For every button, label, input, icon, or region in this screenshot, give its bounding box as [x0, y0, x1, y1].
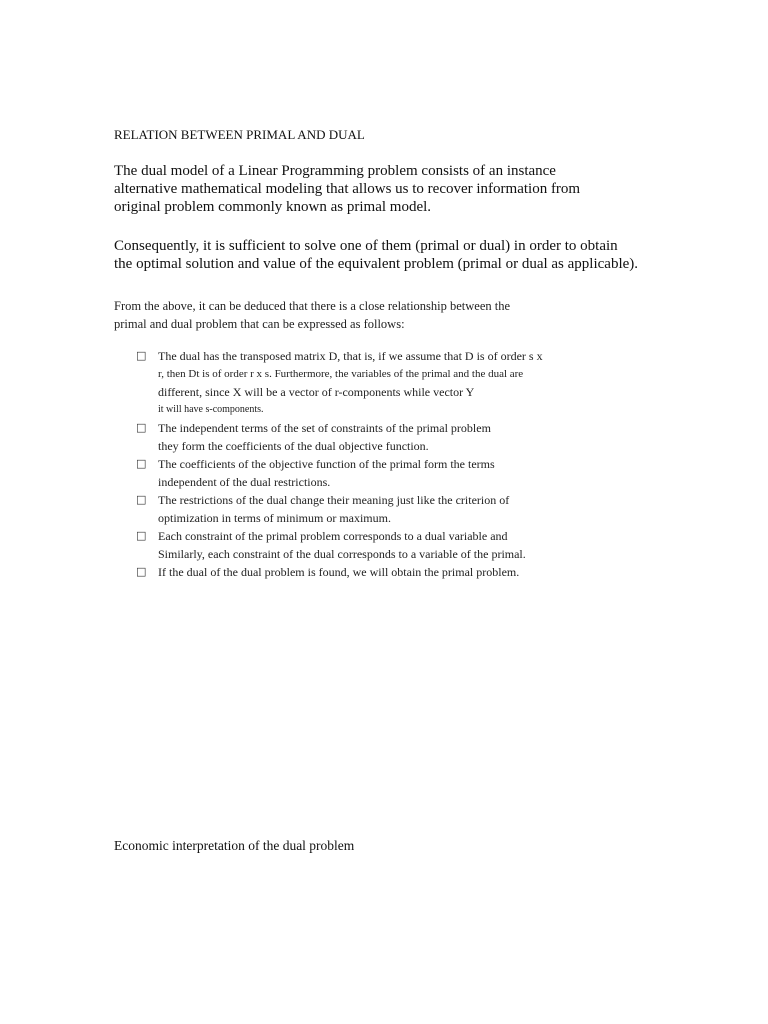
bullet-icon: □ — [136, 349, 147, 362]
section-heading-economic: Economic interpretation of the dual problem — [114, 838, 355, 853]
paragraph-line: primal and dual problem that can be expressed as follows: — [114, 317, 405, 331]
list-item-line: optimization in terms of minimum or maximum. — [158, 511, 391, 525]
list-item-line: The coefficients of the objective function of the primal form the terms — [158, 457, 495, 471]
list-item-line: The independent terms of the set of constraints of the primal problem — [158, 421, 491, 435]
bullet-icon: □ — [136, 457, 147, 470]
section-title: RELATION BETWEEN PRIMAL AND DUAL — [114, 127, 365, 142]
list-item — [136, 455, 696, 491]
list-item-line: If the dual of the dual problem is found, we will obtain the primal problem. — [158, 565, 520, 579]
paragraph-line: Consequently, it is sufficient to solve one of them (primal or dual) in order to obtain — [114, 238, 618, 254]
list-item — [136, 419, 696, 455]
paragraph-line: The dual model of a Linear Programming problem consists of an instance — [114, 163, 556, 179]
list-item-line: The dual has the transposed matrix D, that is, if we assume that D is of order s x — [158, 349, 543, 363]
bullet-icon: □ — [136, 565, 147, 578]
list-item-line: r, then Dt is of order r x s. Furthermore, the variables of the primal and the dual are — [158, 368, 524, 380]
list-item-line: independent of the dual restrictions. — [158, 475, 331, 489]
list-item-line: they form the coefficients of the dual objective function. — [158, 439, 429, 453]
bullet-icon: □ — [136, 421, 147, 434]
list-item — [136, 347, 696, 419]
paragraph-line: the optimal solution and value of the equivalent problem (primal or dual as applicable). — [114, 256, 639, 272]
paragraph-line: alternative mathematical modeling that allows us to recover information from — [114, 181, 581, 197]
list-item — [136, 491, 696, 527]
list-item-line: Each constraint of the primal problem corresponds to a dual variable and — [158, 529, 508, 543]
bullet-icon: □ — [136, 529, 147, 542]
list-item-line: Similarly, each constraint of the dual corresponds to a variable of the primal. — [158, 547, 526, 561]
paragraph-line: original problem commonly known as primal model. — [114, 199, 432, 215]
paragraph-dual-model — [114, 162, 674, 216]
paragraph-from-above — [114, 297, 674, 333]
list-item — [136, 563, 696, 581]
list-item-line: The restrictions of the dual change their meaning just like the criterion of — [158, 493, 510, 507]
bullet-icon: □ — [136, 493, 147, 506]
list-item-line: different, since X will be a vector of r-components while vector Y — [158, 385, 475, 399]
list-item-line: it will have s-components. — [158, 404, 264, 415]
paragraph-consequently — [114, 237, 674, 273]
paragraph-line: From the above, it can be deduced that there is a close relationship between the — [114, 299, 511, 313]
relationship-list — [136, 347, 696, 581]
list-item — [136, 527, 696, 563]
